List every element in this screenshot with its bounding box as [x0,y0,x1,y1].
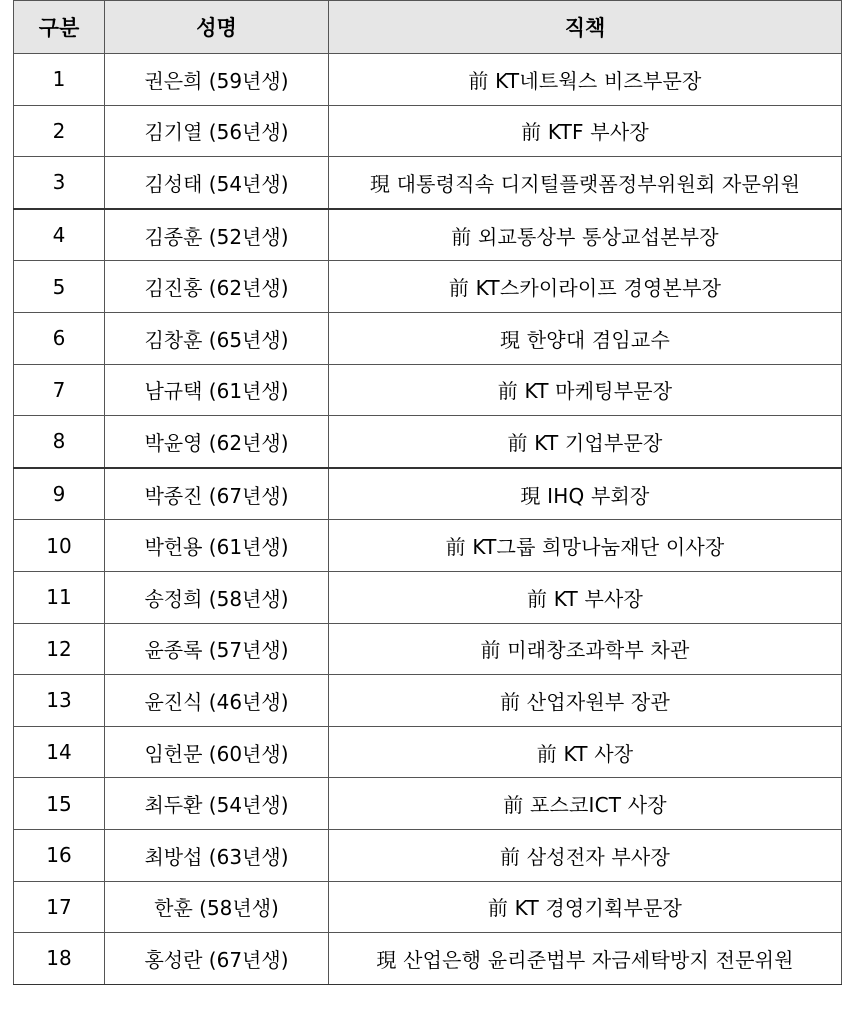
row-position: 現 한양대 겸임교수 [329,312,842,364]
row-name: 윤진식 (46년생) [105,675,329,727]
table-row [14,54,842,106]
row-number: 9 [14,468,105,520]
table-row [14,933,842,985]
row-number: 10 [14,520,105,572]
row-position: 前 미래창조과학부 차관 [329,623,842,675]
row-position: 前 KTF 부사장 [329,105,842,157]
row-number: 17 [14,881,105,933]
row-name: 김창훈 (65년생) [105,312,329,364]
row-name: 남규택 (61년생) [105,364,329,416]
row-position: 前 삼성전자 부사장 [329,829,842,881]
row-number: 13 [14,675,105,727]
row-name: 한훈 (58년생) [105,881,329,933]
table-row [14,105,842,157]
row-position: 前 KT 사장 [329,726,842,778]
row-number: 11 [14,571,105,623]
row-number: 2 [14,105,105,157]
table-body [14,54,842,985]
row-position: 前 외교통상부 통상교섭본부장 [329,209,842,261]
header-category: 구분 [14,1,105,54]
row-name: 윤종록 (57년생) [105,623,329,675]
row-number: 15 [14,778,105,830]
row-position: 前 포스코ICT 사장 [329,778,842,830]
row-position: 現 IHQ 부회장 [329,468,842,520]
row-number: 7 [14,364,105,416]
row-name: 김성태 (54년생) [105,157,329,209]
candidates-table [13,0,842,985]
row-position: 現 산업은행 윤리준법부 자금세탁방지 전문위원 [329,933,842,985]
row-name: 박종진 (67년생) [105,468,329,520]
table-row [14,312,842,364]
row-name: 박헌용 (61년생) [105,520,329,572]
row-position: 前 KT 마케팅부문장 [329,364,842,416]
row-name: 권은희 (59년생) [105,54,329,106]
row-number: 4 [14,209,105,261]
row-name: 최두환 (54년생) [105,778,329,830]
row-position: 前 산업자원부 장관 [329,675,842,727]
row-number: 8 [14,416,105,468]
row-name: 김기열 (56년생) [105,105,329,157]
row-number: 5 [14,261,105,313]
row-position: 前 KT네트웍스 비즈부문장 [329,54,842,106]
table-row [14,468,842,520]
row-name: 홍성란 (67년생) [105,933,329,985]
table-row [14,571,842,623]
row-number: 14 [14,726,105,778]
row-name: 송정희 (58년생) [105,571,329,623]
row-position: 前 KT스카이라이프 경영본부장 [329,261,842,313]
table-row [14,261,842,313]
table-row [14,881,842,933]
row-position: 前 KT 경영기획부문장 [329,881,842,933]
table-row [14,623,842,675]
header-name: 성명 [105,1,329,54]
table-row [14,209,842,261]
table-row [14,778,842,830]
row-name: 박윤영 (62년생) [105,416,329,468]
row-name: 김종훈 (52년생) [105,209,329,261]
row-number: 18 [14,933,105,985]
row-name: 최방섭 (63년생) [105,829,329,881]
table-row [14,520,842,572]
table-row [14,416,842,468]
table-row [14,829,842,881]
table-row [14,157,842,209]
row-number: 12 [14,623,105,675]
row-position: 現 대통령직속 디지털플랫폼정부위원회 자문위원 [329,157,842,209]
table-row [14,726,842,778]
row-position: 前 KT 기업부문장 [329,416,842,468]
table-row [14,675,842,727]
header-position: 직책 [329,1,842,54]
row-number: 6 [14,312,105,364]
row-number: 3 [14,157,105,209]
row-number: 1 [14,54,105,106]
candidates-table-container [13,0,841,985]
row-position: 前 KT 부사장 [329,571,842,623]
table-header-row [14,1,842,54]
row-name: 김진홍 (62년생) [105,261,329,313]
row-position: 前 KT그룹 희망나눔재단 이사장 [329,520,842,572]
table-row [14,364,842,416]
row-number: 16 [14,829,105,881]
row-name: 임헌문 (60년생) [105,726,329,778]
